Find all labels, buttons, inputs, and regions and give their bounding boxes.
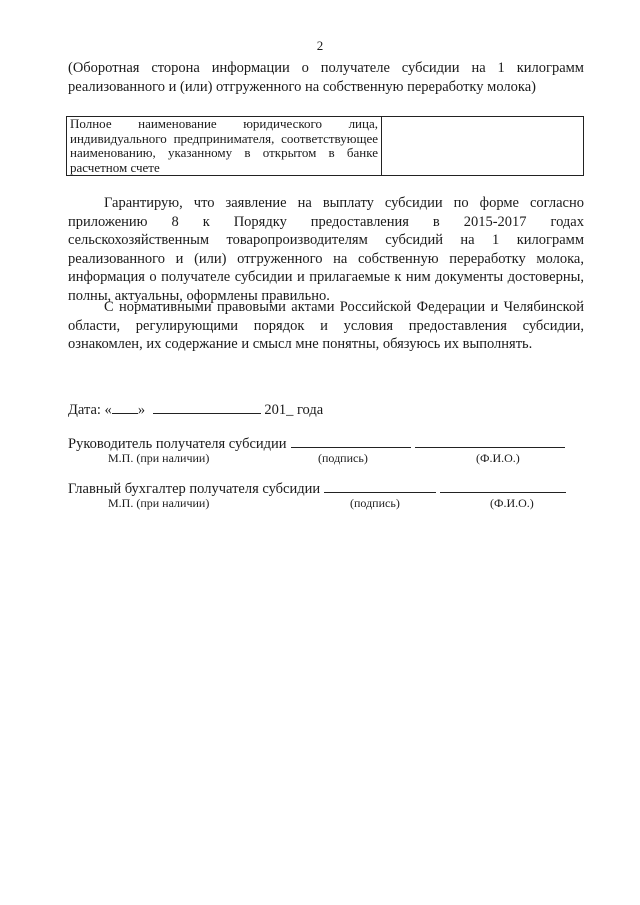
date-line: [68, 399, 323, 419]
day-field[interactable]: [112, 399, 138, 414]
director-signature-field[interactable]: [291, 433, 411, 448]
director-signature-row: [68, 433, 588, 453]
guarantee-paragraph: Гарантирую, что заявление на выплату субсидии по форме согласно приложению 8 к Порядку предоставления в 2015-2017 годах сельскохозяйственным товаропроизводителям субсидий на 1 килограмм реализованного и (или) отгруженного на собственную переработку молока, информация о получателе субсидии и прилагаемые к ним документы достоверны, полны, актуальны, оформлены правильно.: [68, 195, 584, 304]
page-number: 2: [316, 38, 324, 53]
full-name-label: Полное наименование юридического лица, индивидуального предпринимателя, соответствующее наименованию, указанному в открытом в банке расчетном счете: [67, 117, 382, 176]
acknowledgement-paragraph: С нормативными правовыми актами Российской Федерации и Челябинской области, регулирующими порядок и условия предоставления субсидии, ознакомлен, их содержание и смысл мне понятны, обязуюсь их выполнять.: [68, 299, 584, 352]
accountant-name-field[interactable]: [440, 478, 566, 493]
accountant-name-caption: (Ф.И.О.): [490, 496, 534, 510]
accountant-stamp-caption: М.П. (при наличии): [108, 496, 210, 510]
accountant-sign-caption: (подпись): [350, 496, 400, 510]
month-field[interactable]: [153, 399, 261, 414]
director-stamp-caption: М.П. (при наличии): [108, 451, 210, 465]
date-year: 201_ года: [264, 402, 324, 418]
accountant-signature-field[interactable]: [324, 478, 436, 493]
table-row: [67, 117, 584, 176]
director-sign-caption: (подпись): [318, 451, 368, 465]
director-name-caption: (Ф.И.О.): [476, 451, 520, 465]
date-mid: »: [137, 402, 146, 418]
recipient-info-table: [66, 116, 584, 176]
accountant-signature-row: [68, 478, 588, 498]
accountant-title: Главный бухгалтер получателя субсидии: [68, 481, 321, 497]
director-title: Руководитель получателя субсидии: [68, 436, 287, 452]
director-name-field[interactable]: [415, 433, 565, 448]
document-subtitle: (Оборотная сторона информации о получателе субсидии на 1 килограмм реализованного и (или) отгруженного на собственную переработку молока): [68, 60, 584, 95]
full-name-value-cell[interactable]: [382, 117, 584, 176]
date-prefix: Дата: «: [68, 402, 112, 418]
